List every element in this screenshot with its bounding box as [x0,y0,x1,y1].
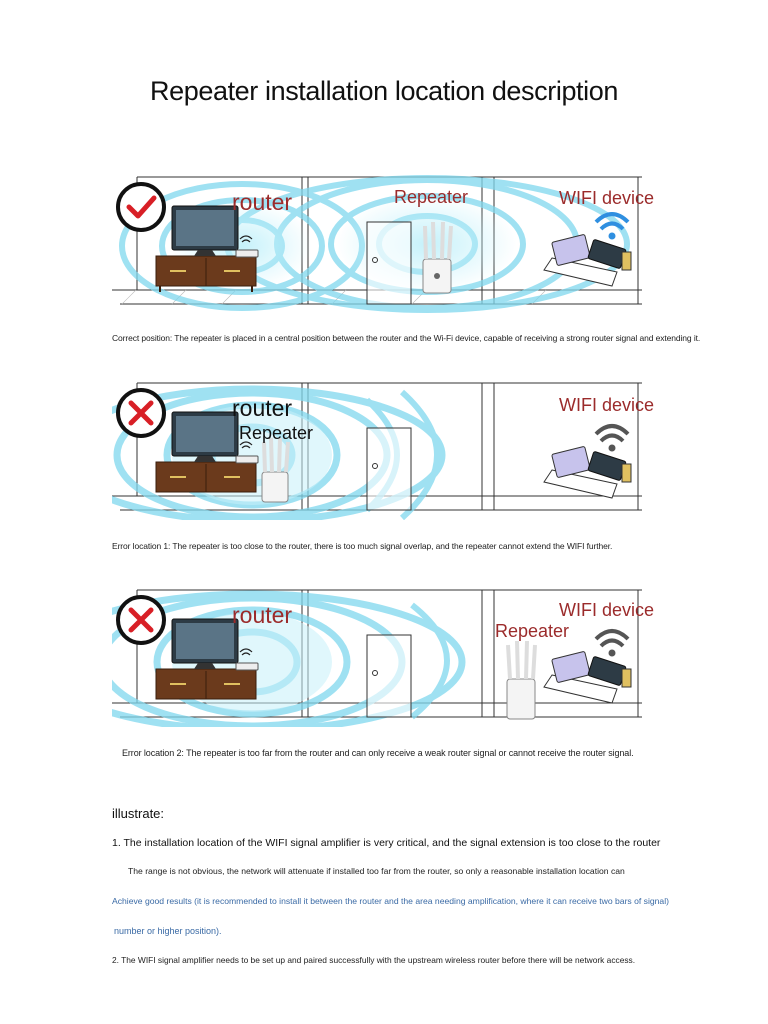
repeater-device [507,641,535,719]
router-label: router [232,602,293,628]
caption-error-1: Error location 1: The repeater is too close to the router, there is too much signal overlap, and the repeater cannot extend the WIFI further. [112,541,613,551]
note-item-1: 1. The installation location of the WIFI signal amplifier is very critical, and the signal extension is too close to the router [112,837,661,849]
note-item-1-line-3: Achieve good results (it is recommended to install it between the router and the area needing amplification, where it can receive two bars of signal) [112,896,669,906]
wifi-device-label: WIFI device [559,600,655,620]
check-icon [118,184,164,230]
diagram-correct-position [112,174,655,314]
router-label: router [232,395,293,421]
diagram-error-location-1 [112,380,655,520]
diagram-error-location-2 [112,587,655,727]
repeater-label: Repeater [239,423,314,443]
caption-error-2: Error location 2: The repeater is too far from the router and can only receive a weak router signal or cannot receive the router signal. [122,748,634,758]
note-item-1-line-4: number or higher position). [114,926,222,936]
cross-icon [118,390,164,436]
note-item-1-line-2: The range is not obvious, the network will attenuate if installed too far from the router, so only a reasonable installation location can [128,866,625,876]
caption-correct: Correct position: The repeater is placed in a central position between the router and the Wi-Fi device, capable of receiving a strong router signal and extending it. [112,333,701,343]
repeater-label: Repeater [495,621,570,641]
repeater-label: Repeater [394,187,469,207]
note-item-2: 2. The WIFI signal amplifier needs to be set up and paired successfully with the upstream wireless router before there will be network access. [112,955,636,965]
notes-heading: illustrate: [112,806,165,821]
wifi-device [544,426,631,498]
page-title: Repeater installation location description [150,76,618,106]
wifi-device-label: WIFI device [559,188,655,208]
cross-icon [118,597,164,643]
wifi-device-label: WIFI device [559,395,655,415]
router-label: router [232,189,293,215]
